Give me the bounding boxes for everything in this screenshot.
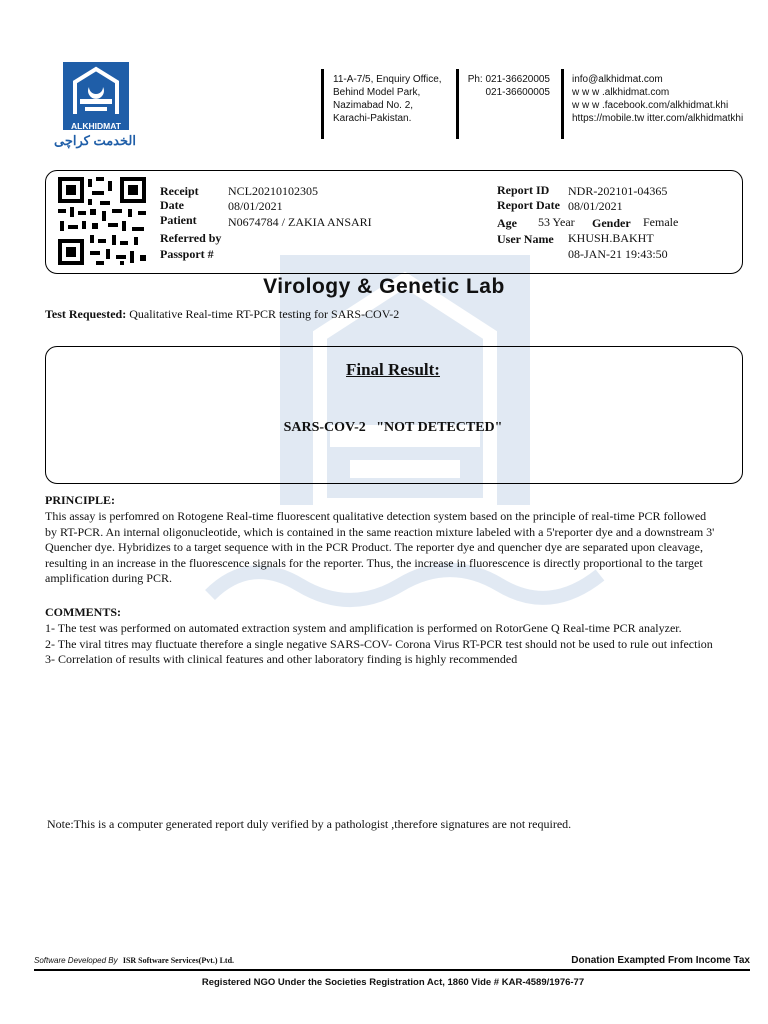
date-value: 08/01/2021: [228, 199, 283, 213]
report-date-label: Report Date: [497, 198, 560, 212]
divider: [456, 69, 459, 139]
receipt-value: NCL20210102305: [228, 184, 318, 198]
gender-label: Gender: [592, 216, 631, 230]
registration-notice: Registered NGO Under the Societies Registration Act, 1860 Vide # KAR-4589/1976-77: [201, 977, 585, 988]
user-name-value: KHUSH.BAKHT: [568, 231, 654, 245]
test-requested-label: Test Requested:: [45, 307, 127, 321]
comments-title: COMMENTS:: [45, 605, 121, 619]
referred-by-label: Referred by: [160, 231, 222, 245]
verification-note: Note:This is a computer generated report duly verified by a pathologist ,therefore signatures are not required.: [47, 817, 572, 831]
patient-label: Patient: [160, 213, 197, 227]
comments-text: 1- The test was performed on automated extraction system and amplification is performed on RotorGene Q Real-time PCR analyzer. 2- The viral titres may fluctuate therefore a single negative SARS-COV- Corona Virus RT-PCR test should not be used to rule out infection 3- Correlation of results with clinical features and other laboratory finding is highly recommended: [45, 621, 713, 666]
logo-mark-icon: [63, 62, 129, 130]
receipt-label: Receipt: [160, 184, 199, 198]
report-id-value: NDR-202101-04365: [568, 184, 668, 198]
age-value: 53 Year: [538, 215, 575, 229]
software-credit: Software Developed By ISR Software Services(Pvt.) Ltd.: [34, 956, 235, 965]
address-block: 11-A-7/5, Enquiry Office, Behind Model Park, Nazimabad No. 2, Karachi-Pakistan.: [333, 74, 442, 124]
website-link[interactable]: w w w .alkhidmat.com: [572, 87, 670, 98]
principle-title: PRINCIPLE:: [45, 493, 116, 507]
logo-text: ALKHIDMAT: [71, 121, 121, 131]
age-label: Age: [497, 216, 517, 230]
lab-title: Virology & Genetic Lab: [263, 275, 505, 298]
test-requested: [45, 307, 399, 322]
phone-block: Ph: 021-36620005 021-36600005: [467, 74, 550, 98]
patient-value: N0674784 / ZAKIA ANSARI: [228, 215, 372, 229]
gender-value: Female: [643, 215, 679, 229]
test-requested-value: Qualitative Real-time RT-PCR testing for SARS-COV-2: [129, 307, 400, 321]
user-name-label: User Name: [497, 232, 554, 246]
twitter-link[interactable]: https://mobile.tw itter.com/alkhidmatkhi: [572, 113, 744, 124]
footer-divider: [34, 969, 750, 971]
donation-notice: Donation Exampted From Income Tax: [571, 955, 750, 966]
final-result-title: Final Result:: [346, 360, 440, 379]
email-link[interactable]: info@alkhidmat.com: [572, 74, 663, 85]
divider: [561, 69, 564, 139]
report-id-label: Report ID: [497, 183, 550, 197]
report-timestamp: 08-JAN-21 19:43:50: [568, 247, 668, 261]
report-date-value: 08/01/2021: [568, 199, 623, 213]
facebook-link[interactable]: w w w .facebook.com/alkhidmat.khi: [572, 100, 729, 111]
online-block: [572, 73, 743, 125]
logo-urdu-text: الخدمت کراچی: [54, 133, 136, 148]
alkhidmat-logo: [63, 62, 129, 130]
passport-label: Passport #: [160, 247, 214, 261]
date-label: Date: [160, 198, 184, 212]
principle-text: This assay is perfomred on Rotogene Real-time fluorescent qualitative detection system based on the principle of real-time PCR followed by RT-PCR. An internal oligonucleotide, which is contained in the same reaction mixture labeled with a 5'reporter dye and a downstream 3' Quencher dye. Hybridizes to a target sequence with in the PCR Product. The reporter dye and quencher dye are separated upon cleavage, resulting in an increase in the fluorescence signals for the reporter. Thus, the increase in fluorescence is directly proportional to the target amplification during PCR.: [45, 509, 715, 585]
qr-code-icon: [56, 175, 148, 267]
result-value: SARS-COV-2 "NOT DETECTED": [283, 420, 503, 435]
divider: [321, 69, 324, 139]
